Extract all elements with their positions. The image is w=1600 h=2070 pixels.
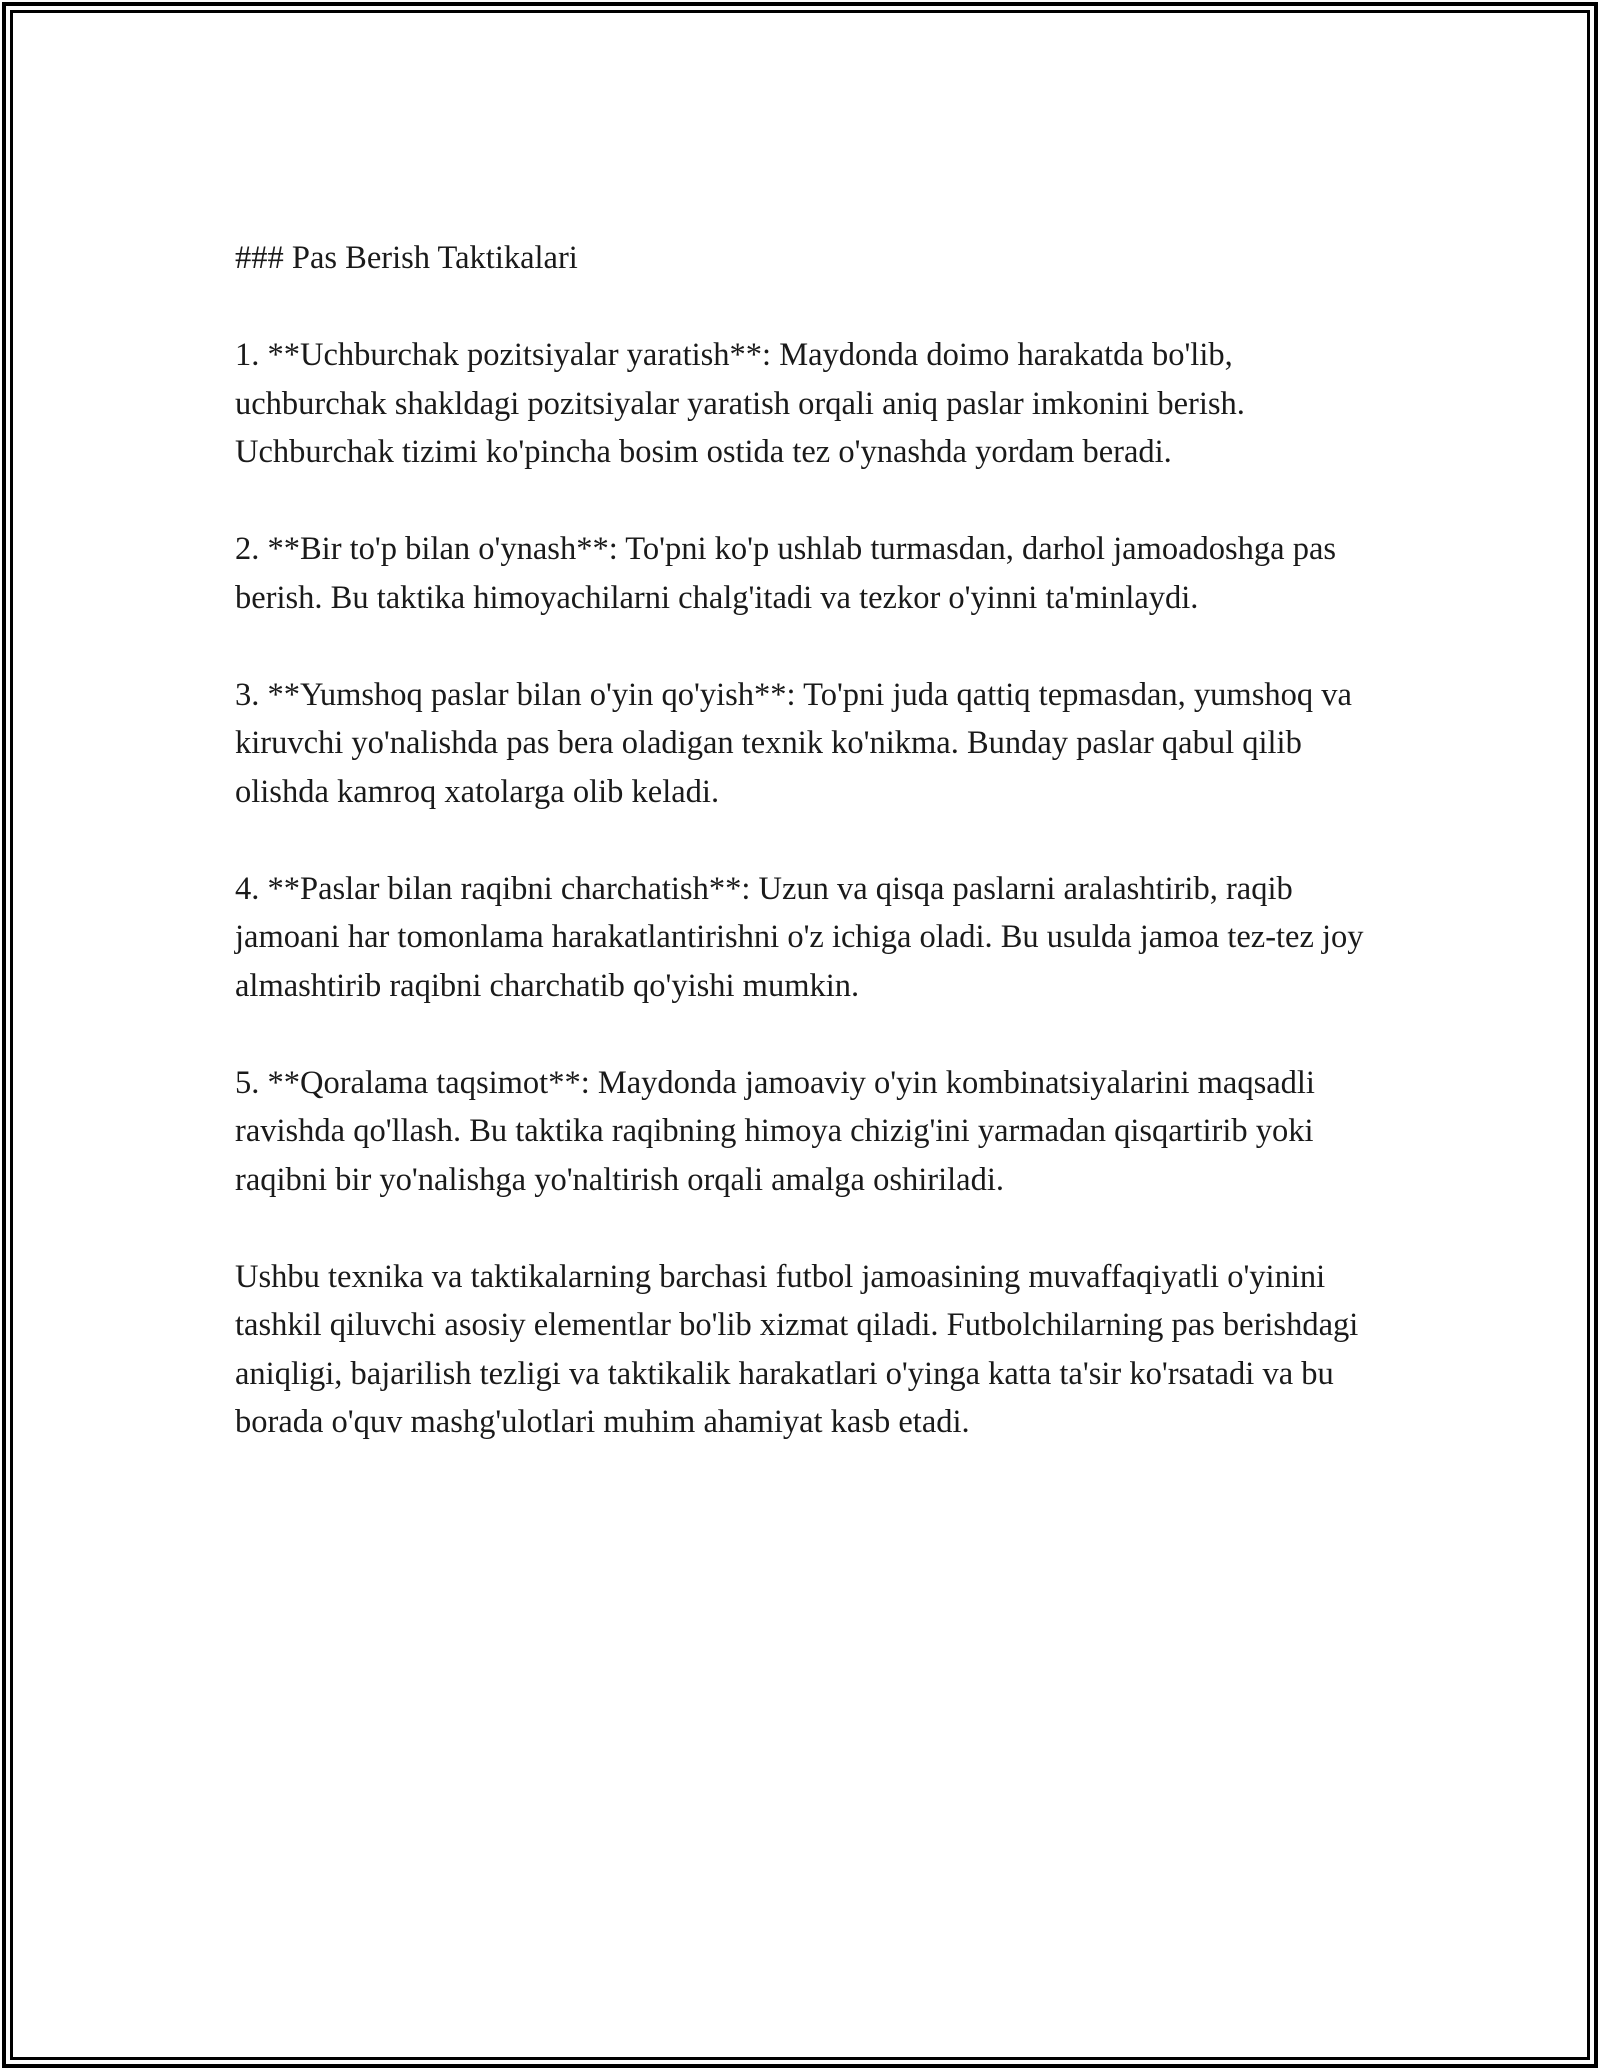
paragraph-item-2: 2. **Bir to'p bilan o'ynash**: To'pni ko'p ushlab turmasdan, darhol jamoadoshga pas berish. Bu taktika himoyachilarni chalg'itadi va tezkor o'yinni ta'minlaydi. [235,531,1337,616]
document-body [235,234,1375,1495]
paragraph-item-3: 3. **Yumshoq paslar bilan o'yin qo'yish**: To'pni juda qattiq tepmasdan, yumshoq va kiruvchi yo'nalishda pas bera oladigan texnik ko'nikma. Bunday paslar qabul qilib olishda kamroq xatolarga olib keladi. [235,676,1352,810]
paragraph-item-1: 1. **Uchburchak pozitsiyalar yaratish**: Maydonda doimo harakatda bo'lib, uchburchak shakldagi pozitsiyalar yaratish orqali aniq paslar imkonini berish. Uchburchak tizimi ko'pincha bosim ostida tez o'ynashda yordam beradi. [235,337,1245,470]
paragraph-item-4: 4. **Paslar bilan raqibni charchatish**: Uzun va qisqa paslarni aralashtirib, raqib jamoani har tomonlama harakatlantirishni o'z ichiga oladi. Bu usulda jamoa tez-tez joy almashtirib raqibni charchatib qo'yishi mumkin. [235,870,1364,1004]
paragraph-item-5: 5. **Qoralama taqsimot**: Maydonda jamoaviy o'yin kombinatsiyalarini maqsadli ravishda qo'llash. Bu taktika raqibning himoya chizig'ini yarmadan qisqartirib yoki raqibni bir yo'nalishga yo'naltirish orqali amalga oshiriladi. [235,1064,1315,1198]
document-heading: ### Pas Berish Taktikalari [235,240,578,276]
paragraph-conclusion: Ushbu texnika va taktikalarning barchasi futbol jamoasining muvaffaqiyatli o'yinini tashkil qiluvchi asosiy elementlar bo'lib xizmat qiladi. Futbolchilarning pas berishdagi aniqligi, bajarilish tezligi va taktikalik harakatlari o'yinga katta ta'sir ko'rsatadi va bu borada o'quv mashg'ulotlari muhim ahamiyat kasb etadi. [235,1258,1359,1440]
